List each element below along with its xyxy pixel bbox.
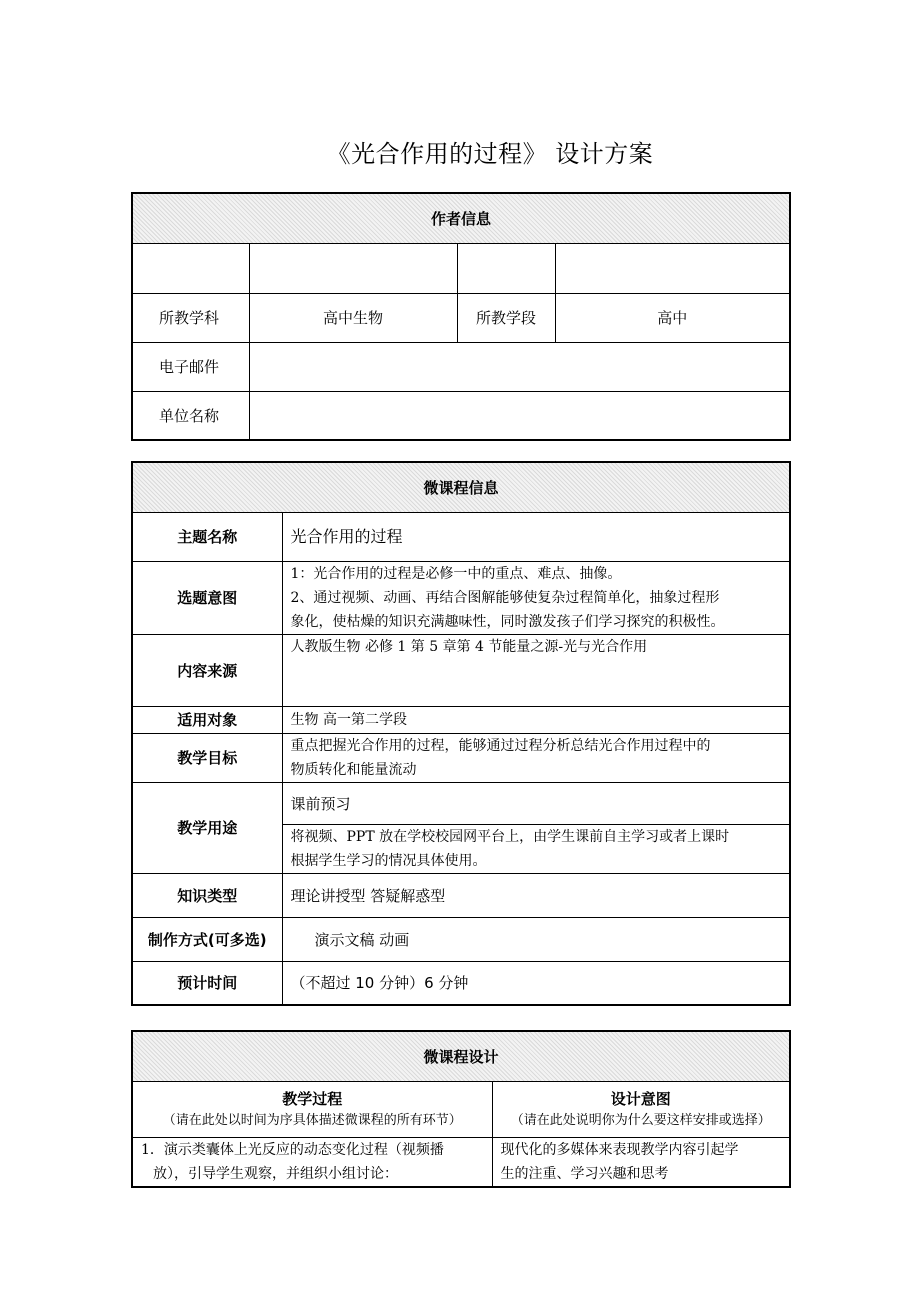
stage-value: 高中	[555, 293, 790, 342]
intent-value	[282, 561, 790, 634]
knowledge-type-value	[282, 873, 790, 917]
topic-value	[282, 512, 790, 561]
text-line: 象化，使枯燥的知识充满趣味性，同时激发孩子们学习探究的积极性。	[290, 613, 725, 630]
text-line: 生物 高一第二学段	[290, 711, 407, 728]
text-line: 1：光合作用的过程是必修一中的重点、难点、抽像。	[290, 565, 622, 582]
text-line: 课前预习	[290, 794, 351, 813]
text-line: 理论讲授型 答疑解惑型	[290, 886, 446, 905]
text-line: 人教版生物 必修 1 第 5 章第 4 节能量之源-光与光合作用	[290, 638, 648, 655]
unit-value	[249, 391, 790, 440]
intent-title: 设计意图	[610, 1090, 671, 1108]
audience-value	[282, 706, 790, 733]
unit-label: 单位名称	[132, 391, 249, 440]
text-line: 2、通过视频、动画、再结合图解能够使复杂过程简单化，抽象过程形	[290, 589, 720, 606]
email-label: 电子邮件	[132, 342, 249, 391]
intent-note: （请在此处说明你为什么要这样安排或选择）	[510, 1113, 771, 1128]
knowledge-type-label: 知识类型	[132, 873, 282, 917]
duration-label: 预计时间	[132, 961, 282, 1005]
intent-step-1	[492, 1137, 790, 1187]
audience-label: 适用对象	[132, 706, 282, 733]
empty-cell	[132, 243, 249, 293]
author-info-header: 作者信息	[132, 193, 790, 243]
process-note: （请在此处以时间为序具体描述微课程的所有环节）	[162, 1113, 462, 1128]
goal-value	[282, 733, 790, 782]
process-step-1	[132, 1137, 492, 1187]
process-title: 教学过程	[282, 1090, 343, 1108]
topic-label: 主题名称	[132, 512, 282, 561]
text-line: 演示文稿 动画	[314, 930, 410, 949]
production-method-label: 制作方式(可多选)	[132, 917, 282, 961]
source-value	[282, 634, 790, 706]
empty-cell	[457, 243, 555, 293]
usage-value	[282, 782, 790, 824]
goal-label: 教学目标	[132, 733, 282, 782]
production-method-value	[282, 917, 790, 961]
usage-detail	[282, 824, 790, 873]
course-info-table	[131, 461, 791, 1006]
page-title: 《光合作用的过程》 设计方案	[326, 140, 654, 168]
course-design-header: 微课程设计	[132, 1031, 790, 1081]
email-value	[249, 342, 790, 391]
empty-cell	[555, 243, 790, 293]
duration-value	[282, 961, 790, 1005]
intent-label: 选题意图	[132, 561, 282, 634]
text-line: 放），引导学生观察，并组织小组讨论：	[153, 1165, 398, 1182]
text-line: 现代化的多媒体来表现教学内容引起学	[500, 1141, 739, 1158]
process-column-header	[132, 1081, 492, 1137]
author-info-table	[131, 192, 791, 441]
source-label: 内容来源	[132, 634, 282, 706]
text-line: 光合作用的过程	[290, 526, 403, 546]
subject-value: 高中生物	[249, 293, 457, 342]
text-line: 根据学生学习的情况具体使用。	[290, 852, 487, 869]
text-line: 1．演示类囊体上光反应的动态变化过程（视频播	[141, 1141, 444, 1158]
text-line: 物质转化和能量流动	[290, 761, 417, 778]
intent-column-header	[492, 1081, 790, 1137]
text-line: 生的注重、学习兴趣和思考	[500, 1165, 669, 1182]
subject-label: 所教学科	[132, 293, 249, 342]
usage-label: 教学用途	[132, 782, 282, 873]
course-design-table	[131, 1030, 791, 1188]
text-line: 将视频、PPT 放在学校校园网平台上，由学生课前自主学习或者上课时	[290, 828, 730, 845]
course-info-header: 微课程信息	[132, 462, 790, 512]
text-line: 重点把握光合作用的过程，能够通过过程分析总结光合作用过程中的	[290, 737, 711, 754]
text-line: （不超过 10 分钟）6 分钟	[290, 974, 469, 993]
empty-cell	[249, 243, 457, 293]
stage-label: 所教学段	[457, 293, 555, 342]
